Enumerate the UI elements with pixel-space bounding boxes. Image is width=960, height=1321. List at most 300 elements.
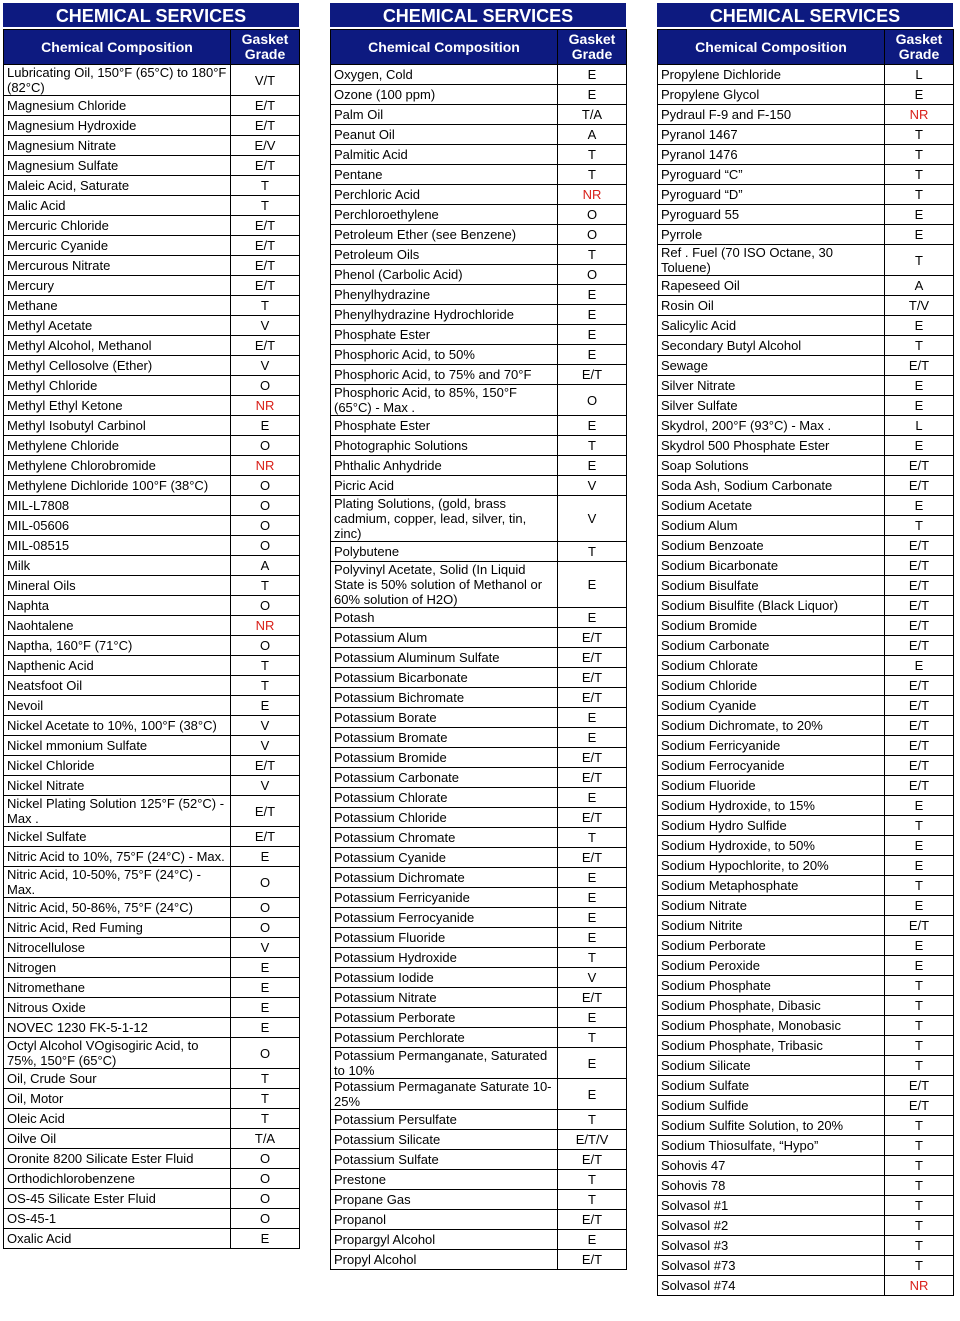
chemical-name: Methylene Dichloride 100°F (38°C): [4, 476, 231, 496]
chemical-name: Nitrogen: [4, 958, 231, 978]
gasket-grade: T: [885, 876, 954, 896]
panel-title: CHEMICAL SERVICES: [330, 3, 626, 27]
table-row: [658, 636, 954, 656]
gasket-grade: V: [231, 736, 300, 756]
gasket-grade: A: [885, 276, 954, 296]
table-row: [331, 668, 627, 688]
table-row: [4, 1209, 300, 1229]
gasket-grade: O: [558, 205, 627, 225]
table-row: [658, 736, 954, 756]
table-row: [331, 948, 627, 968]
chemical-name: Potassium Ferrocyanide: [331, 908, 558, 928]
chemical-name: Ref . Fuel (70 ISO Octane, 30 Toluene): [658, 245, 885, 276]
gasket-grade: O: [231, 496, 300, 516]
chemical-name: Phosphoric Acid, to 75% and 70°F: [331, 365, 558, 385]
chemical-name: Potassium Borate: [331, 708, 558, 728]
chemical-name: Mercury: [4, 276, 231, 296]
chemical-name: Nickel Sulfate: [4, 827, 231, 847]
table-row: [658, 1156, 954, 1176]
gasket-grade: E/T: [558, 688, 627, 708]
gasket-grade: T: [885, 1256, 954, 1276]
gasket-grade: E: [558, 1079, 627, 1110]
chemical-name: Sodium Phosphate, Tribasic: [658, 1036, 885, 1056]
chemical-name: Potassium Ferricyanide: [331, 888, 558, 908]
chemical-name: Rapeseed Oil: [658, 276, 885, 296]
column-header-gasket-grade: Gasket Grade: [558, 30, 627, 65]
gasket-grade: V: [558, 968, 627, 988]
gasket-grade: E/T: [231, 276, 300, 296]
gasket-grade: O: [231, 516, 300, 536]
gasket-grade: T/A: [558, 105, 627, 125]
chemical-name: Potassium Silicate: [331, 1130, 558, 1150]
table-row: [331, 285, 627, 305]
table-row: [4, 1169, 300, 1189]
column-header-composition: Chemical Composition: [4, 30, 231, 65]
gasket-grade: T: [558, 1190, 627, 1210]
chemical-name: Methyl Chloride: [4, 376, 231, 396]
gasket-grade: T: [231, 296, 300, 316]
chemical-name: Potassium Persulfate: [331, 1110, 558, 1130]
chemical-name: Sohovis 78: [658, 1176, 885, 1196]
table-row: [331, 265, 627, 285]
table-row: [4, 196, 300, 216]
table-body: [4, 65, 300, 1249]
table-row: [658, 1056, 954, 1076]
gasket-grade: E/T: [885, 1096, 954, 1116]
gasket-grade: E: [558, 345, 627, 365]
gasket-grade: NR: [231, 616, 300, 636]
chemical-name: Pydraul F-9 and F-150: [658, 105, 885, 125]
chemical-name: Sodium Ferrocyanide: [658, 756, 885, 776]
chemical-name: Perchloroethylene: [331, 205, 558, 225]
table-row: [658, 856, 954, 876]
table-row: [4, 1038, 300, 1069]
chemical-name: Nitric Acid, 10-50%, 75°F (24°C) - Max.: [4, 867, 231, 898]
gasket-grade: E: [558, 285, 627, 305]
gasket-grade: E/T: [231, 756, 300, 776]
table-row: [331, 908, 627, 928]
chemical-name: Propyl Alcohol: [331, 1250, 558, 1270]
table-row: [4, 938, 300, 958]
table-row: [331, 608, 627, 628]
gasket-grade: E/T: [885, 916, 954, 936]
table-row: [658, 496, 954, 516]
gasket-grade: E: [558, 708, 627, 728]
table-row: [658, 876, 954, 896]
table-row: [4, 736, 300, 756]
table-row: [658, 1116, 954, 1136]
table-row: [658, 696, 954, 716]
table-row: [331, 165, 627, 185]
chemical-name: Silver Nitrate: [658, 376, 885, 396]
table-row: [4, 136, 300, 156]
gasket-grade: E/T: [885, 616, 954, 636]
table-row: [331, 1250, 627, 1270]
chemical-name: Octyl Alcohol VOgisogiric Acid, to 75%, 150°F (65°C): [4, 1038, 231, 1069]
panel-title: CHEMICAL SERVICES: [3, 3, 299, 27]
gasket-grade: T: [885, 185, 954, 205]
gasket-grade: A: [231, 556, 300, 576]
table-row: [331, 788, 627, 808]
table-row: [4, 236, 300, 256]
gasket-grade: O: [231, 476, 300, 496]
chemical-name: Oilve Oil: [4, 1129, 231, 1149]
chemical-name: Phenylhydrazine Hydrochloride: [331, 305, 558, 325]
table-row: [658, 1136, 954, 1156]
table-row: [658, 816, 954, 836]
table-row: [331, 85, 627, 105]
gasket-grade: O: [231, 636, 300, 656]
chemical-name: Pyroguard 55: [658, 205, 885, 225]
table-row: [331, 305, 627, 325]
table-row: [331, 968, 627, 988]
gasket-grade: E: [558, 1008, 627, 1028]
chemical-name: Perchloric Acid: [331, 185, 558, 205]
chemical-table-panel-1: [3, 3, 299, 1249]
chemical-name: Potassium Nitrate: [331, 988, 558, 1008]
table-row: [658, 756, 954, 776]
gasket-grade: T: [558, 436, 627, 456]
chemical-name: Oleic Acid: [4, 1109, 231, 1129]
chemical-name: Prestone: [331, 1170, 558, 1190]
chemical-name: Phthalic Anhydride: [331, 456, 558, 476]
gasket-grade: E/T: [885, 576, 954, 596]
gasket-grade: O: [231, 918, 300, 938]
gasket-grade: E/T: [885, 356, 954, 376]
gasket-grade: T: [885, 1116, 954, 1136]
chemical-name: Petroleum Oils: [331, 245, 558, 265]
table-row: [4, 516, 300, 536]
gasket-grade: T: [558, 145, 627, 165]
chemical-name: Oronite 8200 Silicate Ester Fluid: [4, 1149, 231, 1169]
gasket-grade: E/T: [885, 556, 954, 576]
table-row: [331, 848, 627, 868]
table-row: [658, 936, 954, 956]
gasket-grade: T: [558, 828, 627, 848]
gasket-grade: E/T: [231, 796, 300, 827]
gasket-grade: T: [885, 336, 954, 356]
gasket-grade: T: [231, 1109, 300, 1129]
chemical-table-panel-3: [657, 3, 953, 1296]
gasket-grade: T: [558, 245, 627, 265]
column-header-gasket-grade: Gasket Grade: [231, 30, 300, 65]
table-row: [331, 205, 627, 225]
gasket-grade: O: [231, 1189, 300, 1209]
table-row: [658, 396, 954, 416]
gasket-grade: E/T: [231, 336, 300, 356]
gasket-grade: E: [885, 85, 954, 105]
table-row: [331, 145, 627, 165]
table-row: [4, 636, 300, 656]
chemical-name: Sodium Hydro Sulfide: [658, 816, 885, 836]
chemical-name: Sohovis 47: [658, 1156, 885, 1176]
chemical-name: Potassium Cyanide: [331, 848, 558, 868]
gasket-grade: E/T: [885, 1076, 954, 1096]
gasket-grade: E: [558, 416, 627, 436]
table-row: [331, 1170, 627, 1190]
chemical-name: Potassium Chromate: [331, 828, 558, 848]
chemical-name: Sodium Phosphate, Monobasic: [658, 1016, 885, 1036]
gasket-grade: E: [885, 225, 954, 245]
gasket-grade: E: [885, 396, 954, 416]
gasket-grade: E: [885, 376, 954, 396]
table-row: [658, 1276, 954, 1296]
table-row: [4, 847, 300, 867]
table-row: [4, 536, 300, 556]
table-row: [658, 1036, 954, 1056]
chemical-name: OS-45-1: [4, 1209, 231, 1229]
gasket-grade: E: [558, 608, 627, 628]
chemical-name: Pyroguard “C”: [658, 165, 885, 185]
chemical-name: Oil, Motor: [4, 1089, 231, 1109]
gasket-grade: T: [231, 1089, 300, 1109]
table-row: [331, 225, 627, 245]
chemical-name: Sodium Phosphate: [658, 976, 885, 996]
chemical-name: Phenol (Carbolic Acid): [331, 265, 558, 285]
table-row: [4, 576, 300, 596]
chemical-name: Naphta: [4, 596, 231, 616]
gasket-grade: V/T: [231, 65, 300, 96]
table-row: [331, 245, 627, 265]
chemical-name: Sodium Peroxide: [658, 956, 885, 976]
table-row: [4, 216, 300, 236]
chemical-name: Nickel Acetate to 10%, 100°F (38°C): [4, 716, 231, 736]
gasket-grade: T: [885, 1016, 954, 1036]
table-row: [658, 1016, 954, 1036]
table-row: [4, 918, 300, 938]
table-row: [658, 125, 954, 145]
table-row: [658, 1196, 954, 1216]
chemical-name: Potassium Bicarbonate: [331, 668, 558, 688]
table-row: [4, 1149, 300, 1169]
table-row: [658, 205, 954, 225]
table-row: [4, 96, 300, 116]
table-row: [331, 125, 627, 145]
table-row: [4, 616, 300, 636]
table-row: [658, 616, 954, 636]
chemical-name: Potassium Chloride: [331, 808, 558, 828]
gasket-grade: T: [885, 1216, 954, 1236]
gasket-grade: E: [558, 562, 627, 608]
table-row: [658, 956, 954, 976]
table-row: [658, 536, 954, 556]
table-row: [4, 676, 300, 696]
gasket-grade: T: [885, 516, 954, 536]
gasket-grade: T: [231, 576, 300, 596]
chemical-name: Picric Acid: [331, 476, 558, 496]
table-row: [331, 708, 627, 728]
gasket-grade: E/T: [558, 365, 627, 385]
table-row: [658, 456, 954, 476]
gasket-grade: V: [558, 476, 627, 496]
chemical-name: Oxalic Acid: [4, 1229, 231, 1249]
chemical-name: Sodium Chlorate: [658, 656, 885, 676]
gasket-grade: T: [885, 165, 954, 185]
chemical-name: Nickel Chloride: [4, 756, 231, 776]
gasket-grade: E/T: [558, 668, 627, 688]
chemical-name: Secondary Butyl Alcohol: [658, 336, 885, 356]
chemical-name: Silver Sulfate: [658, 396, 885, 416]
chemical-name: Salicylic Acid: [658, 316, 885, 336]
gasket-grade: E/T: [885, 596, 954, 616]
chemical-name: Sodium Perborate: [658, 936, 885, 956]
table-row: [4, 1069, 300, 1089]
chemical-name: OS-45 Silicate Ester Fluid: [4, 1189, 231, 1209]
gasket-grade: E: [558, 1048, 627, 1079]
chemical-name: Sodium Hydroxide, to 15%: [658, 796, 885, 816]
table-body: [331, 65, 627, 1270]
chemical-name: Propanol: [331, 1210, 558, 1230]
chemical-name: Phosphate Ester: [331, 416, 558, 436]
gasket-grade: E/T: [885, 696, 954, 716]
chemical-name: Nitric Acid, 50-86%, 75°F (24°C): [4, 898, 231, 918]
chemical-name: Sodium Fluoride: [658, 776, 885, 796]
gasket-grade: O: [231, 1038, 300, 1069]
gasket-grade: T: [885, 1196, 954, 1216]
chemical-name: Mercurous Nitrate: [4, 256, 231, 276]
chemical-table: [3, 29, 300, 1249]
table-row: [4, 978, 300, 998]
gasket-grade: T: [885, 145, 954, 165]
column-header-composition: Chemical Composition: [658, 30, 885, 65]
gasket-grade: E: [558, 928, 627, 948]
chemical-name: Skydrol 500 Phosphate Ester: [658, 436, 885, 456]
chemical-name: Oxygen, Cold: [331, 65, 558, 85]
gasket-grade: T: [885, 125, 954, 145]
table-row: [331, 1230, 627, 1250]
chemical-name: Sodium Carbonate: [658, 636, 885, 656]
table-row: [658, 245, 954, 276]
chemical-name: Neatsfoot Oil: [4, 676, 231, 696]
gasket-grade: O: [558, 265, 627, 285]
chemical-name: Nitrocellulose: [4, 938, 231, 958]
table-row: [331, 185, 627, 205]
gasket-grade: T/A: [231, 1129, 300, 1149]
chemical-name: Polybutene: [331, 542, 558, 562]
gasket-grade: E: [231, 416, 300, 436]
chemical-name: Solvasol #3: [658, 1236, 885, 1256]
table-row: [331, 1150, 627, 1170]
gasket-grade: T: [885, 1056, 954, 1076]
chemical-name: Magnesium Sulfate: [4, 156, 231, 176]
gasket-grade: E: [885, 496, 954, 516]
table-row: [658, 145, 954, 165]
gasket-grade: NR: [231, 396, 300, 416]
table-row: [658, 85, 954, 105]
gasket-grade: T: [558, 1110, 627, 1130]
gasket-grade: E: [231, 998, 300, 1018]
gasket-grade: E/T: [885, 776, 954, 796]
table-row: [4, 276, 300, 296]
gasket-grade: E/T: [231, 96, 300, 116]
chemical-name: Sodium Thiosulfate, “Hypo”: [658, 1136, 885, 1156]
chemical-name: Potassium Iodide: [331, 968, 558, 988]
chemical-name: Peanut Oil: [331, 125, 558, 145]
gasket-grade: E: [558, 65, 627, 85]
gasket-grade: T: [558, 948, 627, 968]
gasket-grade: E: [558, 305, 627, 325]
table-row: [4, 496, 300, 516]
chemical-name: Potassium Bromide: [331, 748, 558, 768]
table-row: [331, 496, 627, 542]
chemical-name: Potassium Bichromate: [331, 688, 558, 708]
table-row: [4, 796, 300, 827]
chemical-name: Sodium Acetate: [658, 496, 885, 516]
chemical-name: Potash: [331, 608, 558, 628]
table-row: [4, 1229, 300, 1249]
gasket-grade: E/T: [885, 636, 954, 656]
table-row: [4, 716, 300, 736]
chemical-name: Naohtalene: [4, 616, 231, 636]
table-row: [331, 1079, 627, 1110]
gasket-grade: T: [558, 165, 627, 185]
chemical-name: Sodium Chloride: [658, 676, 885, 696]
gasket-grade: T: [231, 676, 300, 696]
table-row: [4, 356, 300, 376]
table-row: [331, 385, 627, 416]
chemical-name: Potassium Fluoride: [331, 928, 558, 948]
table-row: [4, 176, 300, 196]
chemical-name: Phosphate Ester: [331, 325, 558, 345]
table-row: [658, 516, 954, 536]
gasket-grade: T/V: [885, 296, 954, 316]
gasket-grade: T: [885, 1036, 954, 1056]
chemical-name: Malic Acid: [4, 196, 231, 216]
gasket-grade: V: [231, 938, 300, 958]
table-row: [658, 1096, 954, 1116]
table-row: [4, 65, 300, 96]
table-row: [331, 728, 627, 748]
table-row: [658, 976, 954, 996]
gasket-grade: O: [231, 376, 300, 396]
gasket-grade: O: [558, 385, 627, 416]
chemical-name: Nickel Plating Solution 125°F (52°C) - Max .: [4, 796, 231, 827]
table-row: [658, 1076, 954, 1096]
chemical-name: Methylene Chlorobromide: [4, 456, 231, 476]
table-row: [4, 756, 300, 776]
chemical-name: Propylene Dichloride: [658, 65, 885, 85]
gasket-grade: E: [558, 888, 627, 908]
table-row: [4, 256, 300, 276]
chemical-name: Pentane: [331, 165, 558, 185]
gasket-grade: E/T: [558, 1210, 627, 1230]
gasket-grade: T: [885, 996, 954, 1016]
gasket-grade: E: [558, 1230, 627, 1250]
table-row: [658, 716, 954, 736]
gasket-grade: E/T: [885, 676, 954, 696]
chemical-name: Orthodichlorobenzene: [4, 1169, 231, 1189]
chemical-name: Petroleum Ether (see Benzene): [331, 225, 558, 245]
chemical-name: Potassium Permanganate, Saturated to 10%: [331, 1048, 558, 1079]
chemical-name: Rosin Oil: [658, 296, 885, 316]
chemical-name: Potassium Bromate: [331, 728, 558, 748]
gasket-grade: E: [231, 1229, 300, 1249]
table-row: [4, 396, 300, 416]
chemical-name: Methyl Ethyl Ketone: [4, 396, 231, 416]
column-header-gasket-grade: Gasket Grade: [885, 30, 954, 65]
chemical-name: Potassium Chlorate: [331, 788, 558, 808]
chemical-name: Magnesium Nitrate: [4, 136, 231, 156]
gasket-grade: E/T: [558, 988, 627, 1008]
gasket-grade: O: [231, 1149, 300, 1169]
table-row: [331, 1028, 627, 1048]
chemical-name: Methyl Alcohol, Methanol: [4, 336, 231, 356]
table-row: [658, 476, 954, 496]
gasket-grade: NR: [885, 1276, 954, 1296]
chemical-name: Palm Oil: [331, 105, 558, 125]
gasket-grade: T: [885, 976, 954, 996]
table-row: [4, 1109, 300, 1129]
